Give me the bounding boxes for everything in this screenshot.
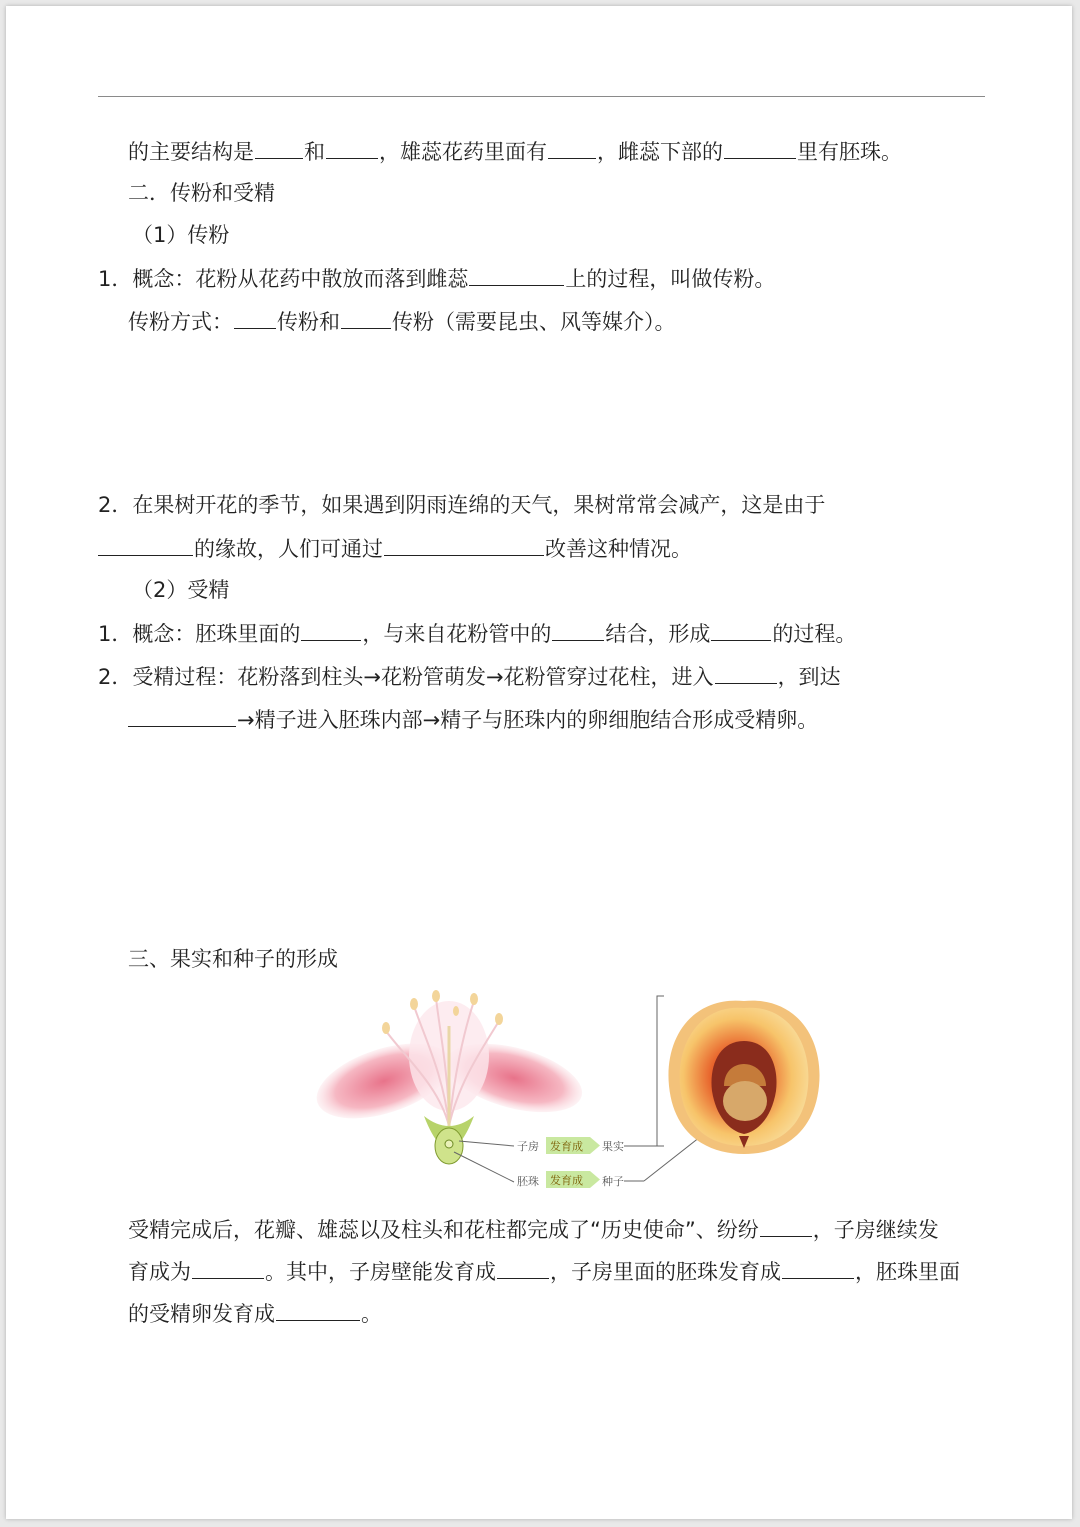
blank[interactable]	[469, 263, 564, 286]
fruit-tree-question: 2．在果树开花的季节，如果遇到阴雨连绵的天气，果树常常会减产，这是由于	[98, 493, 826, 517]
blank[interactable]	[276, 1298, 360, 1321]
flower-structure-line: 的主要结构是 和 ，雄蕊花药里面有 ，雌蕊下部的 里有胚珠。	[128, 136, 902, 167]
pollination-subheading: （1）传粉	[132, 223, 230, 247]
pollination-concept: 1．概念：花粉从花药中散放而落到雌蕊 上的过程，叫做传粉。	[98, 263, 775, 294]
fruit-formation-para-3: 的受精卵发育成 。	[128, 1298, 382, 1329]
header-rule	[98, 96, 985, 97]
blank[interactable]	[192, 1256, 264, 1279]
blank[interactable]	[384, 533, 544, 556]
blank[interactable]	[760, 1214, 812, 1237]
pollination-methods: 传粉方式： 传粉和 传粉（需要昆虫、风等媒介）。	[128, 306, 676, 337]
blank[interactable]	[782, 1256, 854, 1279]
fertilization-subheading: （2）受精	[132, 578, 230, 602]
blank[interactable]	[326, 136, 378, 159]
worksheet-page	[6, 6, 1072, 1519]
section2-heading: 二．传粉和受精	[128, 181, 275, 205]
fruit-label: 果实	[602, 1140, 624, 1153]
fruit-tree-question-cont: 的缘故，人们可通过 改善这种情况。	[98, 533, 692, 564]
fertilization-concept: 1．概念：胚珠里面的 ，与来自花粉管中的 结合，形成 的过程。	[98, 618, 856, 649]
seed-label: 种子	[602, 1175, 624, 1188]
blank[interactable]	[234, 306, 276, 329]
blank[interactable]	[715, 661, 777, 684]
blank[interactable]	[711, 618, 771, 641]
develop-arrow-2: 发育成	[550, 1174, 583, 1187]
develop-arrow-1: 发育成	[550, 1140, 583, 1153]
fruit-formation-para-2: 育成为 。其中，子房壁能发育成 ，子房里面的胚珠发育成 ，胚珠里面	[128, 1256, 960, 1287]
ovary-label: 子房	[517, 1140, 539, 1153]
blank[interactable]	[128, 704, 236, 727]
fruit-formation-para-1: 受精完成后，花瓣、雄蕊以及柱头和花柱都完成了“历史使命”、纷纷 ，子房继续发	[128, 1214, 939, 1245]
fertilization-process-cont: →精子进入胚珠内部→精子与胚珠内的卵细胞结合形成受精卵。	[128, 704, 818, 735]
fertilization-process: 2．受精过程：花粉落到柱头→花粉管萌发→花粉管穿过花柱，进入 ，到达	[98, 661, 841, 692]
section3-heading: 三、果实和种子的形成	[128, 947, 338, 971]
blank[interactable]	[255, 136, 303, 159]
blank[interactable]	[98, 533, 193, 556]
blank[interactable]	[341, 306, 391, 329]
blank[interactable]	[301, 618, 361, 641]
ovule-label: 胚珠	[517, 1175, 539, 1188]
blank[interactable]	[497, 1256, 549, 1279]
peach-illustration	[668, 1001, 819, 1154]
blank[interactable]	[548, 136, 596, 159]
blank[interactable]	[552, 618, 604, 641]
blank[interactable]	[724, 136, 796, 159]
flower-to-fruit-figure	[324, 986, 824, 1188]
